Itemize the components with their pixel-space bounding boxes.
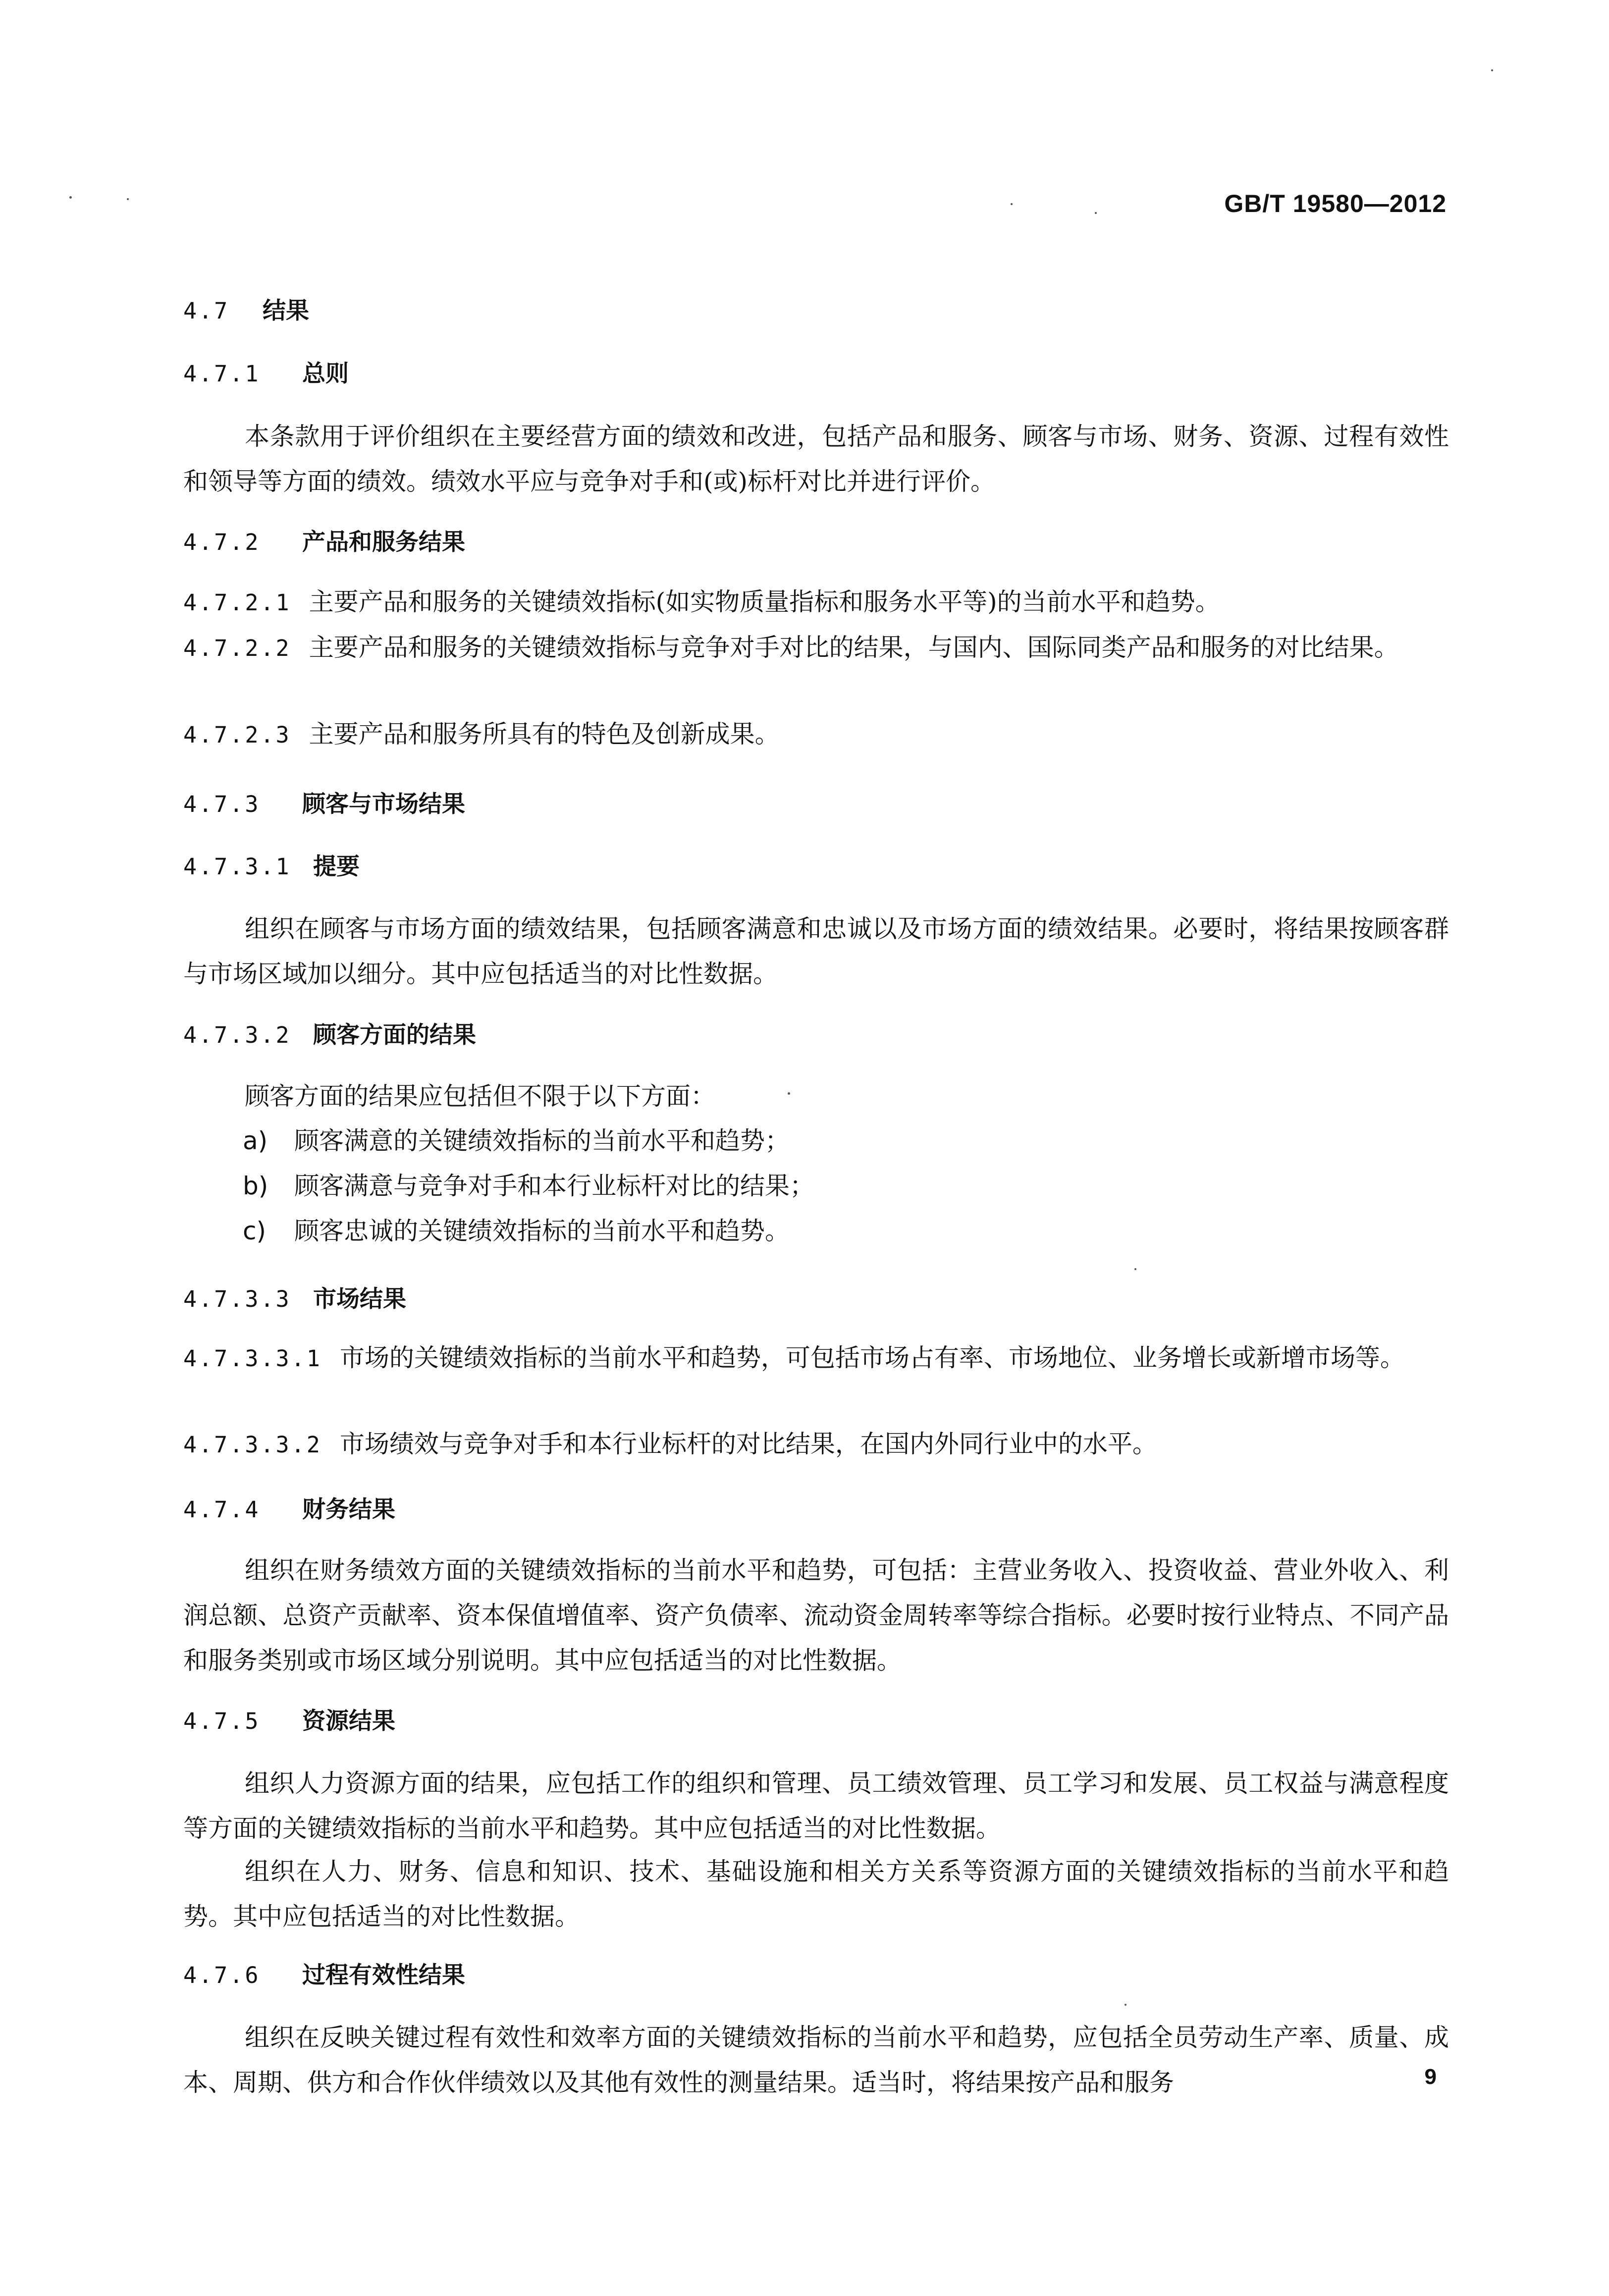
clause-4-7-2-2 <box>183 625 1449 671</box>
scan-speck <box>1011 203 1013 205</box>
section-title: 总则 <box>302 360 349 387</box>
clause-number: 4.7.2.2 <box>183 635 291 661</box>
section-heading-4-7-6 <box>183 1957 465 1990</box>
section-heading-4-7-4 <box>183 1491 395 1524</box>
section-title: 过程有效性结果 <box>302 1962 465 1989</box>
section-heading-4-7-1 <box>183 355 349 388</box>
scan-speck <box>69 196 72 199</box>
scan-speck <box>1491 69 1493 71</box>
section-number: 4.7.5 <box>183 1708 261 1734</box>
clause-text: 主要产品和服务的关键绩效指标与竞争对手对比的结果，与国内、国际同类产品和服务的对比结果。 <box>309 633 1399 662</box>
section-heading-4-7-2 <box>183 524 465 557</box>
clause-number: 4.7.3.3.1 <box>183 1345 322 1372</box>
list-item-text: 顾客满意的关键绩效指标的当前水平和趋势； <box>294 1126 790 1155</box>
section-title: 顾客与市场结果 <box>302 791 465 818</box>
list-item-text: 顾客满意与竞争对手和本行业标杆对比的结果； <box>294 1172 814 1200</box>
section-number: 4.7.2 <box>183 529 261 555</box>
section-heading-4-7-3 <box>183 786 465 819</box>
clause-text: 主要产品和服务的关键绩效指标(如实物质量指标和服务水平等)的当前水平和趋势。 <box>309 587 1220 616</box>
section-heading-4-7 <box>183 292 309 325</box>
list-item <box>243 1164 1447 1209</box>
section-number: 4.7.1 <box>183 361 261 387</box>
paragraph-4-7-5-b: 组织在人力、财务、信息和知识、技术、基础设施和相关方关系等资源方面的关键绩效指标的当前水平和趋势。其中应包括适当的对比性数据。 <box>183 1857 1449 1931</box>
scan-speck <box>127 198 129 200</box>
clause-text: 主要产品和服务所具有的特色及创新成果。 <box>309 720 780 748</box>
section-number: 4.7 <box>183 298 230 324</box>
section-title: 顾客方面的结果 <box>313 1021 476 1049</box>
clause-4-7-3-3-1 <box>183 1335 1449 1381</box>
section-number: 4.7.4 <box>183 1496 261 1523</box>
clause-number: 4.7.2.1 <box>183 589 291 616</box>
list-intro: 顾客方面的结果应包括但不限于以下方面： <box>245 1082 715 1111</box>
list-marker: a) <box>243 1126 268 1155</box>
scan-speck <box>1125 2004 1126 2006</box>
section-title: 财务结果 <box>302 1496 395 1523</box>
clause-text: 市场绩效与竞争对手和本行业标杆的对比结果，在国内外同行业中的水平。 <box>339 1430 1157 1458</box>
clause-text: 市场的关键绩效指标的当前水平和趋势，可包括市场占有率、市场地位、业务增长或新增市场等。 <box>339 1343 1405 1372</box>
list-item <box>243 1209 1447 1254</box>
section-number: 4.7.3.3 <box>183 1286 291 1312</box>
clause-number: 4.7.3.3.2 <box>183 1432 322 1458</box>
paragraph-4-7-1: 本条款用于评价组织在主要经营方面的绩效和改进，包括产品和服务、顾客与市场、财务、资源、过程有效性和领导等方面的绩效。绩效水平应与竞争对手和(或)标杆对比并进行评价。 <box>183 422 1449 496</box>
scan-speck <box>1095 212 1097 214</box>
paragraph-4-7-6: 组织在反映关键过程有效性和效率方面的关键绩效指标的当前水平和趋势，应包括全员劳动生产率、质量、成本、周期、供方和合作伙伴绩效以及其他有效性的测量结果。适当时，将结果按产品和服务 <box>183 2023 1449 2097</box>
section-title: 产品和服务结果 <box>302 529 465 556</box>
section-number: 4.7.3.1 <box>183 854 291 880</box>
section-title: 结果 <box>263 297 309 324</box>
list-item <box>243 1119 1447 1164</box>
clause-4-7-2-3 <box>183 712 1449 757</box>
section-title: 市场结果 <box>313 1285 406 1313</box>
list-item-text: 顾客忠诚的关键绩效指标的当前水平和趋势。 <box>294 1217 790 1245</box>
list-marker: c) <box>243 1217 266 1245</box>
clause-4-7-3-3-2 <box>183 1422 1449 1467</box>
section-title: 提要 <box>313 853 360 880</box>
page-number: 9 <box>1424 2065 1437 2089</box>
scan-speck <box>1134 1268 1136 1270</box>
section-heading-4-7-5 <box>183 1703 395 1736</box>
section-number: 4.7.3 <box>183 791 261 817</box>
section-heading-4-7-3-3 <box>183 1281 406 1314</box>
standard-code: GB/T 19580—2012 <box>1224 190 1447 217</box>
paragraph-4-7-3-1: 组织在顾客与市场方面的绩效结果，包括顾客满意和忠诚以及市场方面的绩效结果。必要时，将结果按顾客群与市场区域加以细分。其中应包括适当的对比性数据。 <box>183 914 1449 988</box>
section-number: 4.7.3.2 <box>183 1022 291 1048</box>
clause-number: 4.7.2.3 <box>183 722 291 748</box>
list-marker: b) <box>243 1172 268 1200</box>
section-heading-4-7-3-2 <box>183 1016 476 1050</box>
section-heading-4-7-3-1 <box>183 848 360 881</box>
section-number: 4.7.6 <box>183 1962 261 1988</box>
section-title: 资源结果 <box>302 1708 395 1735</box>
paragraph-4-7-5-a: 组织人力资源方面的结果，应包括工作的组织和管理、员工绩效管理、员工学习和发展、员工权益与满意程度等方面的关键绩效指标的当前水平和趋势。其中应包括适当的对比性数据。 <box>183 1769 1449 1843</box>
paragraph-4-7-4: 组织在财务绩效方面的关键绩效指标的当前水平和趋势，可包括：主营业务收入、投资收益、营业外收入、利润总额、总资产贡献率、资本保值增值率、资产负债率、流动资金周转率等综合指标。必要时按行业特点、不同产品和服务类别或市场区域分别说明。其中应包括适当的对比性数据。 <box>183 1556 1449 1675</box>
clause-4-7-2-1 <box>183 580 1449 625</box>
